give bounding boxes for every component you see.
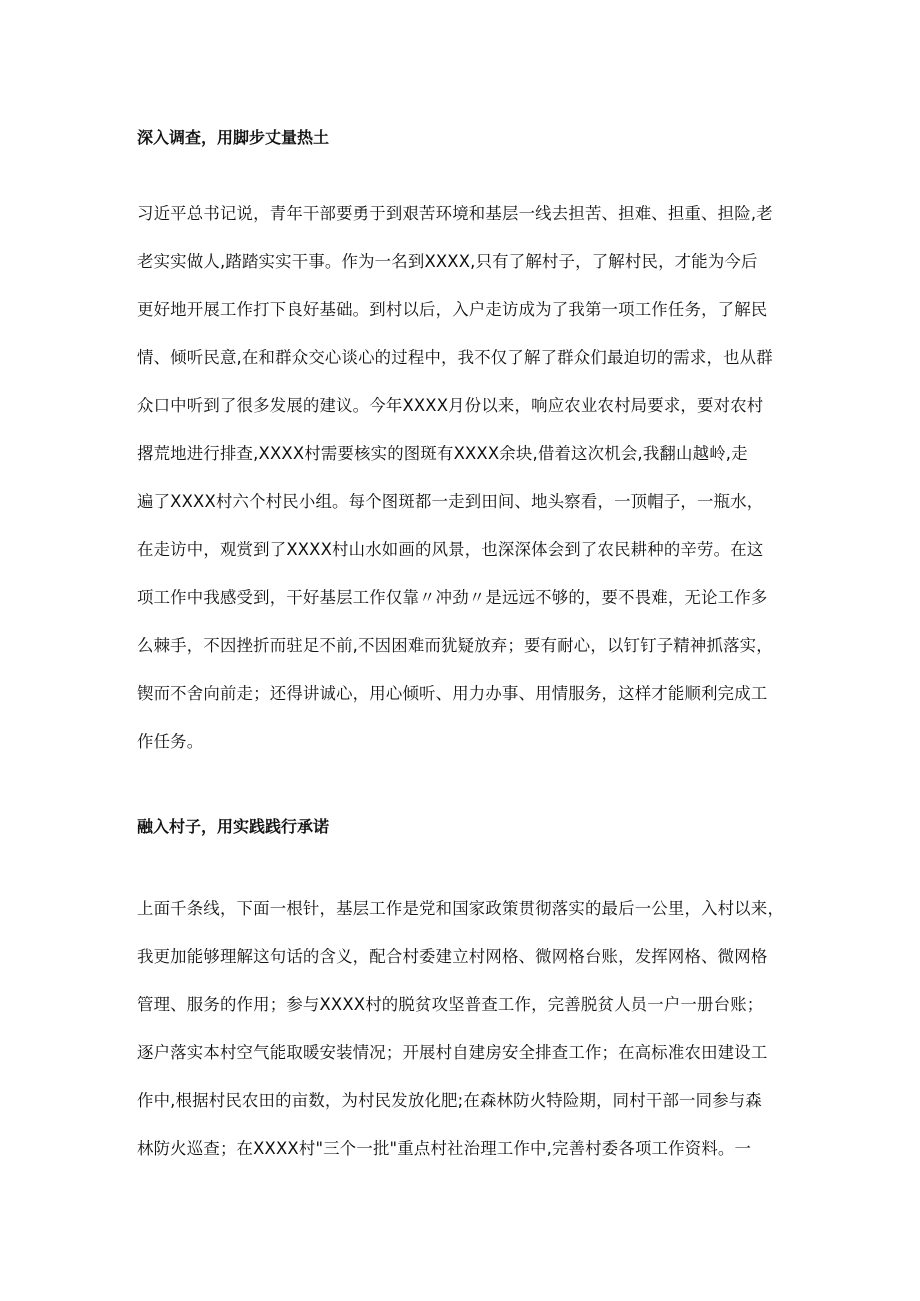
paragraph-line: 项工作中我感受到，干好基层工作仅靠〃冲劲〃是远远不够的，要不畏难，无论工作多 <box>137 588 768 607</box>
paragraph-line: 作任务。 <box>137 732 204 751</box>
paragraph-line: 我更加能够理解这句话的含义，配合村委建立村网格、微网格台账，发挥网格、微网格 <box>137 947 768 966</box>
paragraph-line: 逐户落实本村空气能取暖安装情况；开展村自建房安全排查工作；在高标准农田建设工 <box>137 1043 768 1062</box>
paragraph-line: 么棘手，不因挫折而驻足不前,不因困难而犹疑放弃；要有耐心，以钉钉子精神抓落实， <box>137 636 773 655</box>
paragraph-line: 老实实做人,踏踏实实干事。作为一名到XXXX,只有了解村子，了解村民，才能为今后 <box>137 252 758 271</box>
section-heading-investigation: 深入调查，用脚步丈量热土 <box>137 128 330 147</box>
paragraph-line: 习近平总书记说，青年干部要勇于到艰苦环境和基层一线去担苦、担难、担重、担险,老 <box>137 204 773 223</box>
paragraph-line: 撂荒地进行排查,XXXX村需要核实的图斑有XXXX余块,借着这次机会,我翻山越岭,走 <box>137 444 748 463</box>
section-heading-integration: 融入村子，用实践践行承诺 <box>137 817 330 836</box>
paragraph-line: 遍了XXXX村六个村民小组。每个图斑都一走到田间、地头察看，一顶帽子，一瓶水， <box>137 492 764 511</box>
paragraph-line: 上面千条线，下面一根针，基层工作是党和国家政策贯彻落实的最后一公里，入村以来， <box>137 899 785 918</box>
paragraph-line: 情、倾听民意,在和群众交心谈心的过程中，我不仅了解了群众们最迫切的需求，也从群 <box>137 348 773 367</box>
paragraph-line: 更好地开展工作打下良好基础。到村以后，入户走访成为了我第一项工作任务，了解民 <box>137 300 768 319</box>
paragraph-line: 林防火巡查；在XXXX村"三个一批"重点村社治理工作中,完善村委各项工作资料。一 <box>137 1139 752 1158</box>
paragraph-line: 管理、服务的作用；参与XXXX村的脱贫攻坚普查工作，完善脱贫人员一户一册台账； <box>137 995 764 1014</box>
paragraph-line: 锲而不舍向前走；还得讲诚心，用心倾听、用力办事、用情服务，这样才能顺利完成工 <box>137 684 768 703</box>
paragraph-line: 在走访中，观赏到了XXXX村山水如画的风景，也深深体会到了农民耕种的辛劳。在这 <box>137 540 764 559</box>
paragraph-line: 作中,根据村民农田的亩数，为村民发放化肥;在森林防火特险期，同村干部一同参与森 <box>137 1091 762 1110</box>
paragraph-line: 众口中听到了很多发展的建议。今年XXXX月份以来，响应农业农村局要求，要对农村 <box>137 396 764 415</box>
